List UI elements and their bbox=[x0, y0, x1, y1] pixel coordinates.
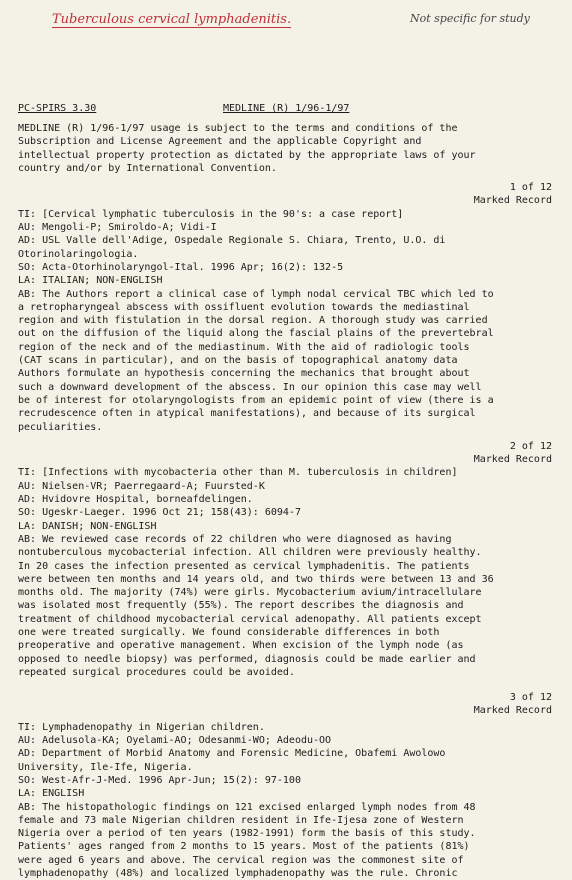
record-language: LA: DANISH; NON-ENGLISH bbox=[18, 520, 157, 532]
record-abstract-line: was isolated most frequently (55%). The report describes the diagnosis and bbox=[18, 600, 464, 612]
record-abstract-line: recrudescence often in atypical manifestations), and because of its surgical bbox=[18, 408, 476, 420]
record-title: TI: Lymphadenopathy in Nigerian children. bbox=[18, 721, 265, 733]
record-abstract-line: preoperative and operative management. When excision of the lymph node (as bbox=[18, 640, 464, 652]
record-title: TI: [Infections with mycobacteria other than M. tuberculosis in children] bbox=[18, 467, 458, 479]
copyright-notice bbox=[18, 122, 552, 175]
record-source: SO: West-Afr-J-Med. 1996 Apr-Jun; 15(2): 97-100 bbox=[18, 774, 301, 786]
record-source: SO: Acta-Otorhinolaryngol-Ital. 1996 Apr; 16(2): 132-5 bbox=[18, 261, 344, 273]
record-abstract-line: female and 73 male Nigerian children resident in Ife-Ijesa zone of Western bbox=[18, 814, 464, 826]
record-source: SO: Ugeskr-Laeger. 1996 Oct 21; 158(43): 6094-7 bbox=[18, 507, 301, 519]
record-abstract-line: AB: The histopathologic findings on 121 excised enlarged lymph nodes from 48 bbox=[18, 801, 476, 813]
record-abstract-line: region of the neck and of the mediastinum. With the aid of radiologic tools bbox=[18, 341, 470, 353]
record-address: University, Ile-Ife, Nigeria. bbox=[18, 761, 193, 773]
document-body bbox=[18, 122, 552, 880]
record-abstract-line: Authors formulate an hypothesis concerning the mechanics that brought about bbox=[18, 368, 470, 380]
record-abstract-line: a retropharyngeal abscess with ossifluent evolution towards the mediastinal bbox=[18, 301, 470, 313]
record-count: 3 of 12 bbox=[509, 692, 552, 704]
record-count: 2 of 12 bbox=[509, 440, 552, 452]
record-authors: AU: Adelusola-KA; Oyelami-AO; Odesanmi-WO; Adeodu-OO bbox=[18, 735, 332, 747]
record-abstract-line: repeated surgical procedures could be avoided. bbox=[18, 666, 295, 678]
header-software: PC-SPIRS 3.30 bbox=[18, 103, 97, 114]
record-authors: AU: Nielsen-VR; Paerregaard-A; Fuursted-K bbox=[18, 480, 265, 492]
record-abstract-line: Nigeria over a period of ten years (1982-1991) form the basis of this study. bbox=[18, 828, 476, 840]
record-address: Otorinolaringologia. bbox=[18, 248, 139, 260]
record-abstract-line: treatment of childhood mycobacterial cervical adenopathy. All patients except bbox=[18, 613, 482, 625]
marked-record-label: Marked Record bbox=[473, 195, 552, 207]
record-abstract-line: In 20 cases the infection presented as cervical lymphadenitis. The patients bbox=[18, 560, 470, 572]
record-3 bbox=[18, 691, 552, 880]
header-database: MEDLINE (R) 1/96-1/97 bbox=[223, 103, 350, 114]
record-abstract-line: lymphadenopathy (48%) and localized lymphadenopathy was the rule. Chronic bbox=[18, 868, 458, 880]
record-1 bbox=[18, 181, 552, 434]
marked-record-label: Marked Record bbox=[473, 705, 552, 717]
record-abstract-line: opposed to needle biopsy) was performed, diagnosis could be made earlier and bbox=[18, 653, 476, 665]
record-abstract-line: region and with fistulation in the dorsal region. A thorough study was carried bbox=[18, 315, 488, 327]
notice-line: MEDLINE (R) 1/96-1/97 usage is subject to the terms and conditions of the bbox=[18, 123, 458, 134]
record-abstract-line: be of interest for otolaryngologists from an epidemic point of view (there is a bbox=[18, 394, 494, 406]
record-address: AD: Department of Morbid Anatomy and Forensic Medicine, Obafemi Awolowo bbox=[18, 748, 446, 760]
handwritten-note: Not specific for study bbox=[410, 12, 530, 25]
notice-line: Subscription and License Agreement and the applicable Copyright and bbox=[18, 136, 422, 148]
record-authors: AU: Mengoli-P; Smiroldo-A; Vidi-I bbox=[18, 222, 217, 234]
record-abstract-line: one were treated surgically. We found considerable differences in both bbox=[18, 626, 440, 638]
record-abstract-line: were aged 6 years and above. The cervical region was the commonest site of bbox=[18, 854, 464, 866]
handwritten-title: Tuberculous cervical lymphadenitis. bbox=[52, 12, 292, 27]
record-title: TI: [Cervical lymphatic tuberculosis in the 90's: a case report] bbox=[18, 208, 404, 220]
record-address: AD: Hvidovre Hospital, borneafdelingen. bbox=[18, 494, 253, 506]
record-abstract-line: AB: The Authors report a clinical case of lymph nodal cervical TBC which led to bbox=[18, 288, 494, 300]
record-abstract-line: Patients' ages ranged from 2 months to 15 years. Most of the patients (81%) bbox=[18, 841, 470, 853]
record-abstract-line: (CAT scans in particular), and on the basis of topographical anatomy data bbox=[18, 355, 458, 367]
record-abstract-line: peculiarities. bbox=[18, 421, 103, 433]
record-count: 1 of 12 bbox=[509, 182, 552, 194]
notice-line: country and/or by International Convention. bbox=[18, 162, 277, 174]
record-language: LA: ENGLISH bbox=[18, 788, 85, 800]
record-abstract-line: out on the diffusion of the liquid along the fascial plains of the prevertebral bbox=[18, 328, 494, 340]
record-abstract-line: AB: We reviewed case records of 22 children who were diagnosed as having bbox=[18, 533, 452, 545]
record-2 bbox=[18, 440, 552, 679]
record-address: AD: USL Valle dell'Adige, Ospedale Regionale S. Chiara, Trento, U.O. di bbox=[18, 235, 446, 247]
record-language: LA: ITALIAN; NON-ENGLISH bbox=[18, 275, 163, 287]
record-abstract-line: such a downward development of the abscess. In our opinion this case may well bbox=[18, 381, 482, 393]
record-abstract-line: months old. The majority (74%) were girls. Mycobacterium avium/intracellulare bbox=[18, 587, 482, 599]
record-abstract-line: were between ten months and 14 years old, and two thirds were between 13 and 36 bbox=[18, 573, 494, 585]
notice-line: intellectual property protection as dictated by the appropriate laws of your bbox=[18, 149, 476, 161]
record-abstract-line: nontuberculous mycobacterial infection. All children were previously healthy. bbox=[18, 547, 482, 559]
marked-record-label: Marked Record bbox=[473, 454, 552, 466]
